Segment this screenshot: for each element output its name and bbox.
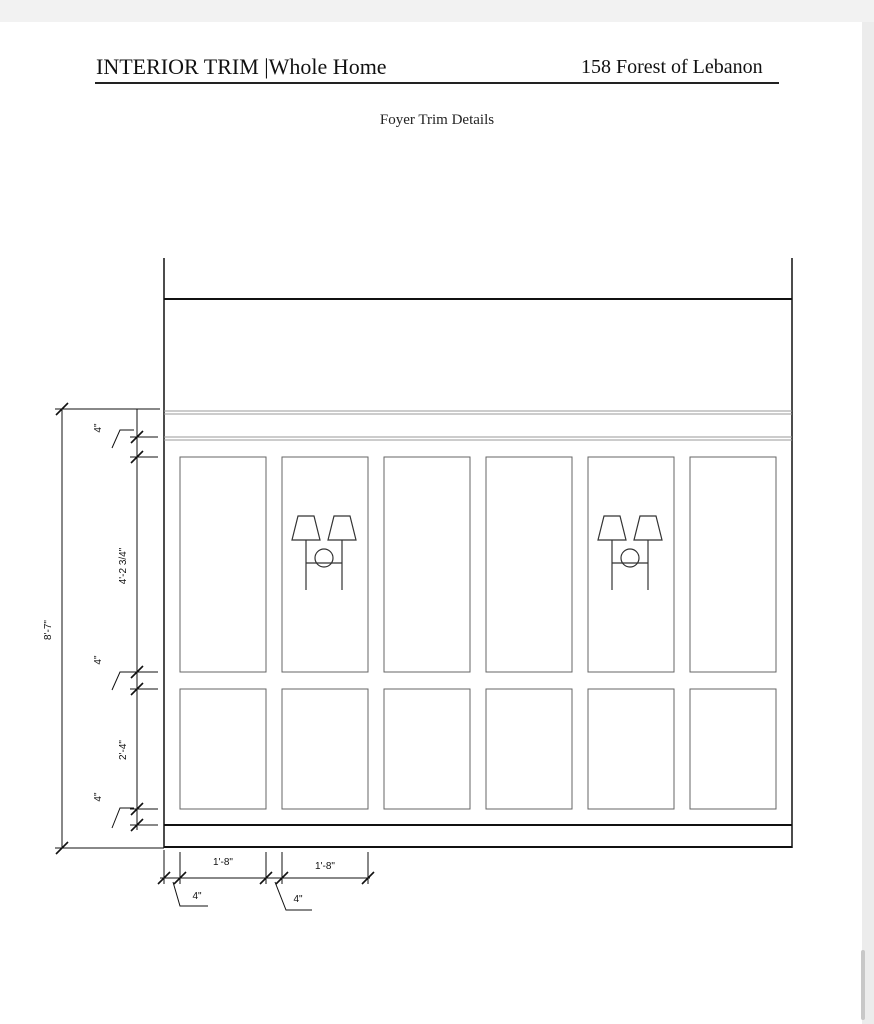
wall-sconce-icon — [598, 516, 662, 590]
lower-panel — [486, 689, 572, 809]
lower-panel — [180, 689, 266, 809]
dim-panel-width-1: 1'-8" — [213, 857, 233, 868]
dim-overall-height: 8'-7" — [43, 620, 54, 640]
upper-panel — [588, 457, 674, 672]
dim-stile-1: 4" — [192, 891, 202, 902]
dim-mid-rail: 4" — [93, 655, 104, 665]
lower-panel — [588, 689, 674, 809]
dim-bottom-rail: 4" — [93, 792, 104, 802]
dim-lower-panel: 2'-4" — [118, 740, 129, 760]
wall-sconce-icon — [292, 516, 356, 590]
dim-panel-width-2: 1'-8" — [315, 861, 335, 872]
upper-panel — [180, 457, 266, 672]
upper-panel — [282, 457, 368, 672]
lower-panel — [282, 689, 368, 809]
drawing-subtitle: Foyer Trim Details — [379, 112, 495, 128]
dim-upper-panel: 4'-2 3/4" — [118, 547, 129, 585]
upper-panel — [384, 457, 470, 672]
upper-panel — [486, 457, 572, 672]
dim-stile-2: 4" — [293, 894, 303, 905]
project-address: 158 Forest of Lebanon — [581, 56, 763, 78]
document-title: INTERIOR TRIM |Whole Home — [96, 54, 387, 79]
upper-panel — [690, 457, 776, 672]
lower-panel — [690, 689, 776, 809]
dim-top-rail: 4" — [93, 423, 104, 433]
lower-panel — [384, 689, 470, 809]
